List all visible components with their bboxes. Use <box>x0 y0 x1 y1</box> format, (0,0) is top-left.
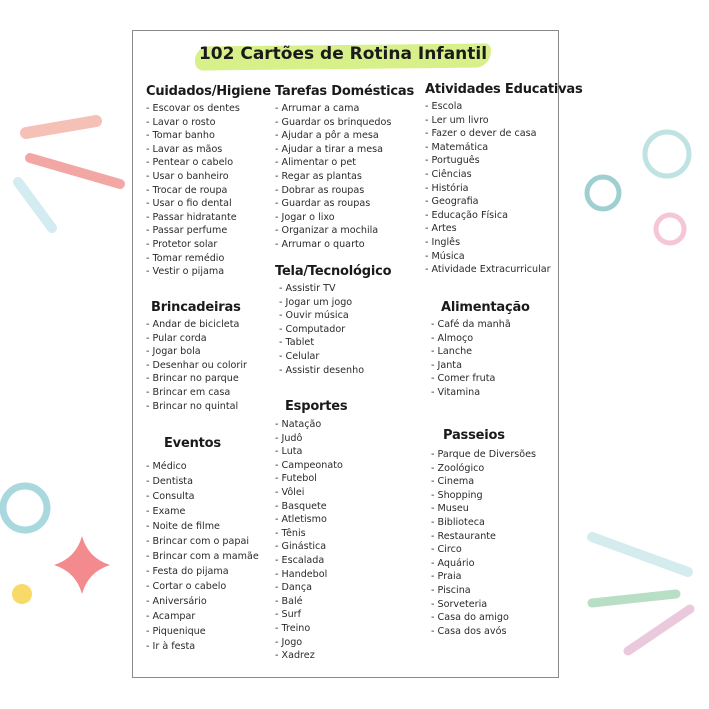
list-item: - Português <box>425 154 583 168</box>
section-brincadeiras <box>146 300 247 413</box>
list-item: - Organizar a mochila <box>275 224 414 238</box>
list-item: - Circo <box>431 543 536 557</box>
lavender-dash <box>628 609 690 651</box>
list-item: - Luta <box>275 445 347 459</box>
list-item: - Pentear o cabelo <box>146 156 271 170</box>
section-atividades <box>425 82 583 277</box>
list-item: - Judô <box>275 432 347 446</box>
section-tela <box>275 264 391 377</box>
section-alimentacao <box>431 300 530 400</box>
light-blue-dash <box>592 537 688 572</box>
list-item: - Casa dos avós <box>431 625 536 639</box>
blue-dash <box>18 182 52 228</box>
list-item: - Ouvir música <box>279 309 391 323</box>
list-item: - Exame <box>146 504 259 519</box>
checklist-paper <box>132 30 583 678</box>
list-item: - Dança <box>275 581 347 595</box>
list-item: - Ajudar a tirar a mesa <box>275 143 414 157</box>
section-title: Tarefas Domésticas <box>275 84 414 99</box>
section-title: Eventos <box>164 436 221 451</box>
list-item: - Treino <box>275 622 347 636</box>
list-item: - Médico <box>146 459 259 474</box>
list-item: - Arrumar a cama <box>275 102 414 116</box>
list-item: - Aquário <box>431 557 536 571</box>
list-item: - Consulta <box>146 489 259 504</box>
list-item: - Comer fruta <box>431 372 530 386</box>
teal-ring-large <box>645 132 689 176</box>
pink-ring <box>656 215 684 243</box>
list-item: - Atletismo <box>275 513 347 527</box>
list-item: - Usar o fio dental <box>146 197 271 211</box>
list-item: - Cortar o cabelo <box>146 579 259 594</box>
list-item: - Pular corda <box>146 332 247 346</box>
list-item: - Biblioteca <box>431 516 536 530</box>
list-item: - História <box>425 182 583 196</box>
list-item: - Atividade Extracurricular <box>425 263 583 277</box>
list-item: - Ajudar a pôr a mesa <box>275 129 414 143</box>
section-passeios <box>431 428 536 638</box>
list-item: - Usar o banheiro <box>146 170 271 184</box>
list-item: - Passar hidratante <box>146 211 271 225</box>
yellow-dot <box>12 584 32 604</box>
list-item: - Casa do amigo <box>431 611 536 625</box>
list-item: - Acampar <box>146 609 259 624</box>
section-title: Cuidados/Higiene <box>146 84 271 99</box>
section-esportes <box>275 399 347 663</box>
list-item: - Jogar um jogo <box>279 296 391 310</box>
list-item: - Sorveteria <box>431 598 536 612</box>
list-item: - Artes <box>425 222 583 236</box>
list-item: - Restaurante <box>431 530 536 544</box>
list-item: - Praia <box>431 570 536 584</box>
list-item: - Jogar o lixo <box>275 211 414 225</box>
title-banner <box>195 42 491 72</box>
list-item: - Zoológico <box>431 462 536 476</box>
rose-star <box>54 536 110 594</box>
list-item: - Shopping <box>431 489 536 503</box>
list-item: - Jogo <box>275 636 347 650</box>
list-item: - Geografia <box>425 195 583 209</box>
list-item: - Assistir TV <box>279 282 391 296</box>
list-item: - Música <box>425 250 583 264</box>
list-item: - Lavar o rosto <box>146 116 271 130</box>
list-item: - Dentista <box>146 474 259 489</box>
list-item: - Tomar banho <box>146 129 271 143</box>
list-item: - Ginástica <box>275 540 347 554</box>
teal-ring-left <box>3 486 47 530</box>
list-item: - Parque de Diversões <box>431 448 536 462</box>
list-item: - Café da manhã <box>431 318 530 332</box>
list-item: - Inglês <box>425 236 583 250</box>
teal-ring-small <box>587 177 619 209</box>
list-item: - Piquenique <box>146 624 259 639</box>
list-item: - Campeonato <box>275 459 347 473</box>
list-item: - Almoço <box>431 332 530 346</box>
list-item: - Arrumar o quarto <box>275 238 414 252</box>
section-title: Brincadeiras <box>151 300 241 315</box>
list-item: - Tênis <box>275 527 347 541</box>
list-item: - Aniversário <box>146 594 259 609</box>
list-item: - Janta <box>431 359 530 373</box>
list-item: - Trocar de roupa <box>146 184 271 198</box>
list-item: - Escovar os dentes <box>146 102 271 116</box>
list-item: - Futebol <box>275 472 347 486</box>
list-item: - Celular <box>279 350 391 364</box>
list-item: - Tablet <box>279 336 391 350</box>
list-item: - Computador <box>279 323 391 337</box>
list-item: - Andar de bicicleta <box>146 318 247 332</box>
list-item: - Handebol <box>275 568 347 582</box>
section-title: Passeios <box>443 428 505 443</box>
list-item: - Alimentar o pet <box>275 156 414 170</box>
list-item: - Noite de filme <box>146 519 259 534</box>
list-item: - Festa do pijama <box>146 564 259 579</box>
item-list <box>275 418 347 663</box>
list-item: - Regar as plantas <box>275 170 414 184</box>
item-list <box>431 448 536 638</box>
list-item: - Jogar bola <box>146 345 247 359</box>
list-item: - Vôlei <box>275 486 347 500</box>
list-item: - Brincar no parque <box>146 372 247 386</box>
list-item: - Guardar os brinquedos <box>275 116 414 130</box>
list-item: - Desenhar ou colorir <box>146 359 247 373</box>
section-title: Alimentação <box>441 300 530 315</box>
item-list <box>146 459 259 654</box>
list-item: - Lanche <box>431 345 530 359</box>
item-list <box>275 282 391 377</box>
list-item: - Fazer o dever de casa <box>425 127 583 141</box>
list-item: - Basquete <box>275 500 347 514</box>
section-tarefas <box>275 84 414 252</box>
list-item: - Brincar com o papai <box>146 534 259 549</box>
list-item: - Surf <box>275 608 347 622</box>
section-title: Atividades Educativas <box>425 82 583 97</box>
list-item: - Lavar as mãos <box>146 143 271 157</box>
list-item: - Educação Física <box>425 209 583 223</box>
list-item: - Brincar com a mamãe <box>146 549 259 564</box>
item-list <box>425 100 583 277</box>
list-item: - Museu <box>431 502 536 516</box>
section-eventos <box>146 436 259 654</box>
list-item: - Escalada <box>275 554 347 568</box>
list-item: - Xadrez <box>275 649 347 663</box>
salmon-dash <box>30 158 120 184</box>
page-title: 102 Cartões de Rotina Infantil <box>198 44 488 64</box>
list-item: - Brincar em casa <box>146 386 247 400</box>
list-item: - Brincar no quintal <box>146 400 247 414</box>
list-item: - Ciências <box>425 168 583 182</box>
green-dash <box>592 594 676 603</box>
list-item: - Dobrar as roupas <box>275 184 414 198</box>
list-item: - Matemática <box>425 141 583 155</box>
list-item: - Guardar as roupas <box>275 197 414 211</box>
list-item: - Ir à festa <box>146 639 259 654</box>
item-list <box>431 318 530 400</box>
list-item: - Vitamina <box>431 386 530 400</box>
section-title: Esportes <box>285 399 348 414</box>
list-item: - Passar perfume <box>146 224 271 238</box>
pink-dash-1 <box>26 121 96 133</box>
section-title: Tela/Tecnológico <box>275 264 392 279</box>
item-list <box>146 102 271 279</box>
list-item: - Vestir o pijama <box>146 265 271 279</box>
list-item: - Natação <box>275 418 347 432</box>
list-item: - Cinema <box>431 475 536 489</box>
list-item: - Piscina <box>431 584 536 598</box>
item-list <box>275 102 414 252</box>
list-item: - Balé <box>275 595 347 609</box>
section-cuidados <box>146 84 271 279</box>
list-item: - Ler um livro <box>425 114 583 128</box>
list-item: - Tomar remédio <box>146 252 271 266</box>
list-item: - Escola <box>425 100 583 114</box>
list-item: - Protetor solar <box>146 238 271 252</box>
item-list <box>146 318 247 413</box>
list-item: - Assistir desenho <box>279 364 391 378</box>
